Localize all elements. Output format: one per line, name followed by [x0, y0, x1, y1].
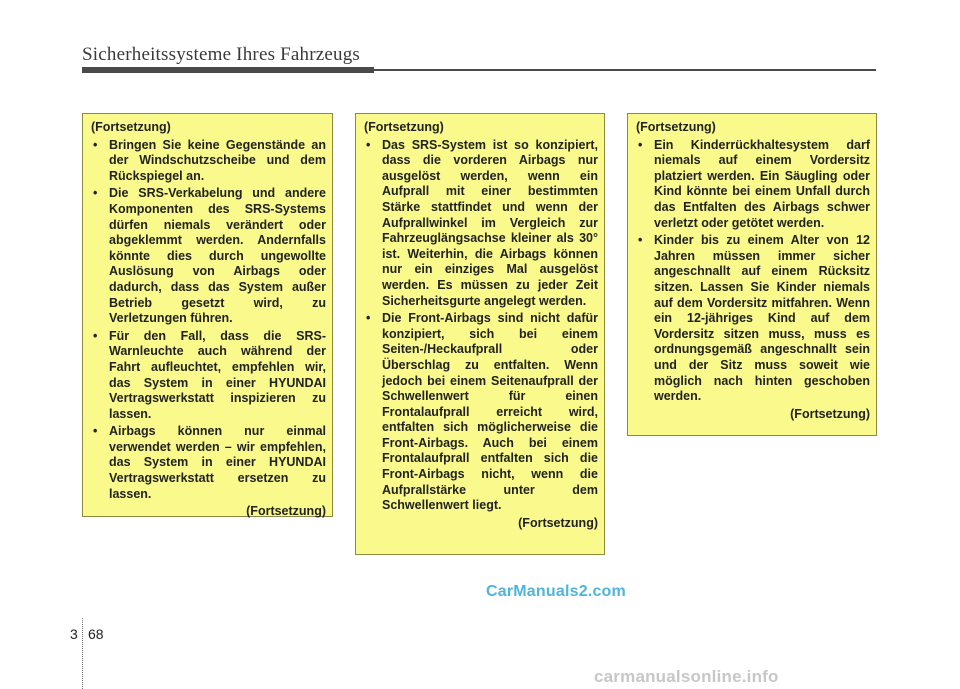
- header-rule-thin: [374, 69, 876, 71]
- header-rule-thick: [82, 67, 374, 73]
- page-header-title: Sicherheitssysteme Ihres Fahrzeugs: [82, 44, 361, 65]
- list-item: • Ein Kinderrückhaltesystem darf niemals auf einem Vordersitz platziert werden. Ein Säugling oder Kind könnte bei einem Unfall durch das Entfalten des Airbags schwer verletzt oder getötet werden.: [636, 138, 870, 232]
- footer-chapter-number: 3: [70, 626, 78, 642]
- list-item: • Kinder bis zu einem Alter von 12 Jahren müssen immer sicher angeschnallt auf einem Rücksitz sitzen. Lassen Sie Kinder niemals auf dem Vordersitz mitfahren. Wenn ein 12-jähriges Kind auf dem Vordersitz sitzen muss, muss es ordnungsgemäß angeschnallt sein und der Sitz muss soweit wie möglich nach hinten geschoben werden.: [636, 233, 870, 405]
- list-item: • Die SRS-Verkabelung und andere Komponenten des SRS-Systems dürfen niemals verändert oder abgeklemmt werden. Andernfalls könnte dies durch ungewollte Auslösung von Airbags oder dadurch, dass das System außer Betrieb gesetzt wird, zu Verletzungen führen.: [91, 186, 326, 326]
- warning-box-right: [627, 113, 877, 436]
- list-item: • Für den Fall, dass die SRS-Warnleuchte auch während der Fahrt aufleuchtet, empfehlen wir, das System in einer HYUNDAI Vertragswerkstatt inspizieren zu lassen.: [91, 329, 326, 423]
- warning-box-left: [82, 113, 333, 517]
- list-item: • Das SRS-System ist so konzipiert, dass die vorderen Airbags nur ausgelöst werden, wenn ein Aufprall mit einer bestimmten Stärke stattfindet und wenn der Aufprallwinkel im Vergleich zur Fahrzeuglängsachse kleiner als 30° ist. Weiterhin, die Airbags können nur ein einziges Mal ausgelöst werden. Es müssen zu jeder Zeit Sicherheitsgurte angelegt werden.: [364, 138, 598, 310]
- warning-list: [636, 138, 870, 405]
- box-continuation-tail: (Fortsetzung): [790, 406, 870, 421]
- footer-divider: [82, 618, 84, 689]
- warning-list: [91, 138, 326, 503]
- box-continuation-tail: (Fortsetzung): [246, 504, 326, 519]
- footer-page-number: 68: [88, 626, 104, 642]
- warning-list: [364, 138, 598, 514]
- carmanuals-logo-watermark: CarManuals2.com: [486, 583, 626, 600]
- warning-box-middle: [355, 113, 605, 555]
- box-continuation-head: (Fortsetzung): [364, 120, 444, 134]
- box-continuation-tail: (Fortsetzung): [518, 515, 598, 530]
- box-continuation-head: (Fortsetzung): [636, 120, 716, 134]
- list-item: • Die Front-Airbags sind nicht dafür konzipiert, sich bei einem Seiten-/Heckaufprall oder Überschlag zu entfalten. Wenn jedoch bei einem Seitenaufprall der Schwellenwert für einen Frontalaufprall erreicht wird, entfalten sich möglicherweise die Front-Airbags. Auch bei einem Frontalaufprall entfalten sich die Front-Airbags nicht, wenn die Aufprallstärke unter dem Schwellenwert liegt.: [364, 311, 598, 514]
- box-continuation-head: (Fortsetzung): [91, 120, 171, 134]
- footer-site-watermark: carmanualsonline.info: [594, 667, 779, 686]
- list-item: • Bringen Sie keine Gegenstände an der Windschutzscheibe und dem Rückspiegel an.: [91, 138, 326, 185]
- list-item: • Airbags können nur einmal verwendet werden – wir empfehlen, das System in einer HYUNDAI Vertragswerkstatt ersetzen zu lassen.: [91, 424, 326, 502]
